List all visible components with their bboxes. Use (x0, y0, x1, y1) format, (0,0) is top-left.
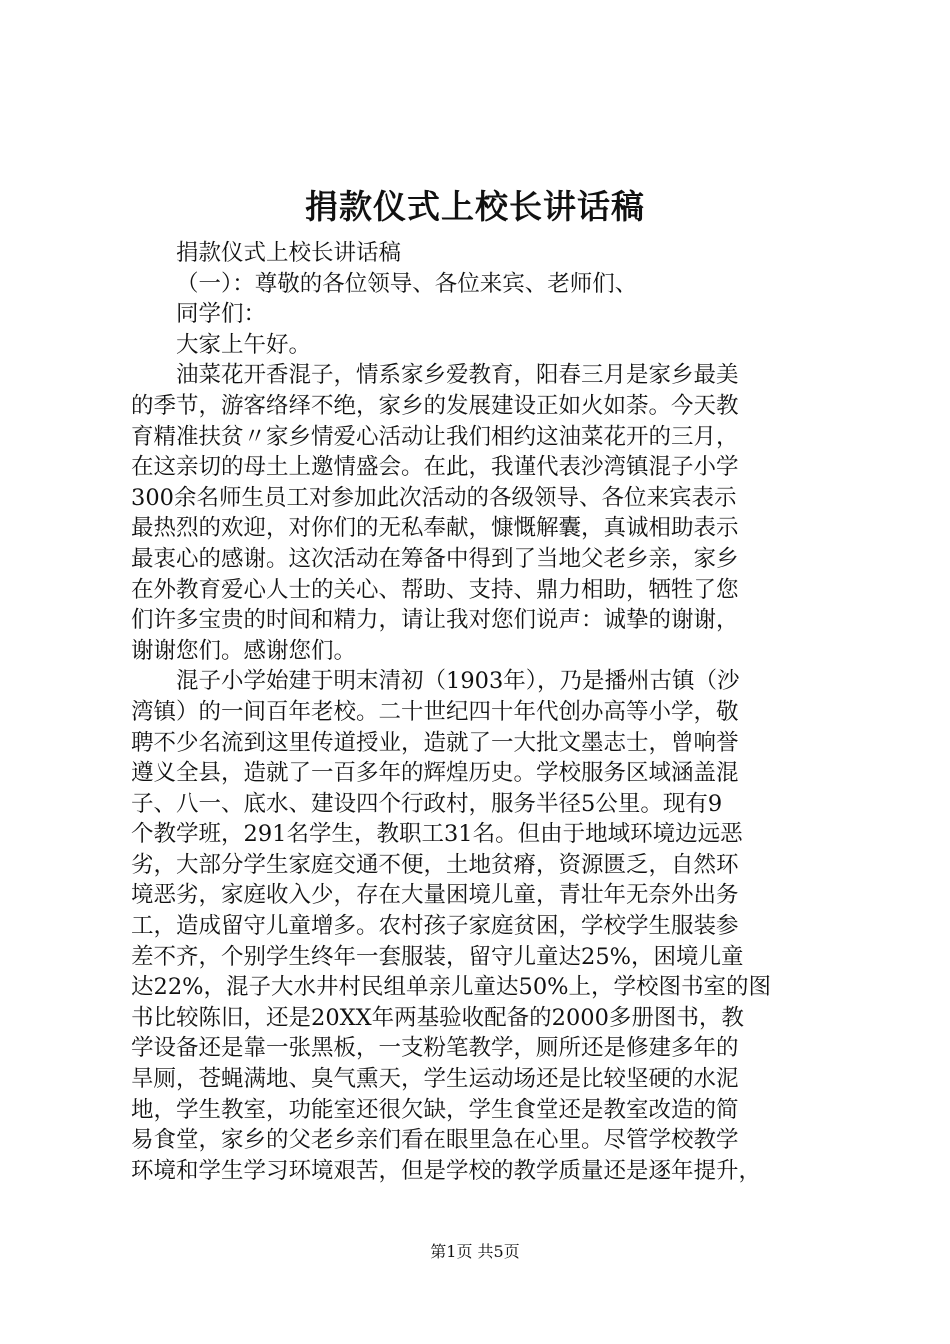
greeting-line: 大家上午好。 (176, 331, 312, 358)
paragraph-1-line: 的季节，游客络绎不绝，家乡的发展建设正如火如荼。今天教 (131, 392, 739, 419)
paragraph-2-line: 遵义全县，造就了一百多年的辉煌历史。学校服务区域涵盖混 (131, 760, 739, 787)
salutation-line-1: （一）：尊敬的各位领导、各位来宾、老师们、 (176, 270, 638, 297)
paragraph-1-line: 300余名师生员工对参加此次活动的各级领导、各位来宾表示 (131, 484, 737, 511)
paragraph-2-line: 混子小学始建于明末清初（1903年），乃是播州古镇（沙 (176, 668, 740, 695)
page-footer: 第1页 共5页 (430, 1242, 520, 1261)
paragraph-2-line: 易食堂，家乡的父老乡亲们看在眼里急在心里。尽管学校教学 (131, 1127, 739, 1154)
paragraph-1-line: 们许多宝贵的时间和精力，请让我对您们说声：诚挚的谢谢， (131, 607, 739, 634)
paragraph-1-line: 在外教育爱心人士的关心、帮助、支持、鼎力相助，牺牲了您 (131, 576, 739, 603)
paragraph-1-line: 育精准扶贫〃家乡情爱心活动让我们相约这油菜花开的三月， (131, 423, 739, 450)
paragraph-2-line: 书比较陈旧，还是20XX年两基验收配备的2000多册图书，教 (131, 1004, 744, 1031)
paragraph-2-line: 工，造成留守儿童增多。农村孩子家庭贫困，学校学生服装参 (131, 913, 739, 940)
paragraph-2-line: 学设备还是靠一张黑板，一支粉笔教学，厕所还是修建多年的 (131, 1035, 739, 1062)
paragraph-2-line: 旱厕，苍蝇满地、臭气熏天，学生运动场还是比较坚硬的水泥 (131, 1066, 739, 1093)
paragraph-2 (131, 666, 831, 1186)
document-body (131, 238, 831, 1186)
paragraph-1 (131, 360, 831, 666)
subtitle-line: 捐款仪式上校长讲话稿 (176, 240, 402, 266)
paragraph-1-line: 油菜花开香混子，情系家乡爱教育，阳春三月是家乡最美 (176, 362, 739, 389)
paragraph-1-line: 谢谢您们。感谢您们。 (131, 637, 357, 664)
paragraph-2-line: 环境和学生学习环境艰苦，但是学校的教学质量还是逐年提升， (131, 1157, 762, 1184)
paragraph-2-line: 劣，大部分学生家庭交通不便，土地贫瘠，资源匮乏，自然环 (131, 851, 739, 878)
paragraph-1-line: 最衷心的感谢。这次活动在筹备中得到了当地父老乡亲，家乡 (131, 545, 739, 572)
paragraph-2-line: 境恶劣，家庭收入少，存在大量困境儿童，青壮年无奈外出务 (131, 882, 739, 909)
paragraph-2-line: 聘不少名流到这里传道授业，造就了一大批文墨志士，曾响誉 (131, 729, 739, 756)
paragraph-2-line: 个教学班，291名学生，教职工31名。但由于地域环境边远恶 (131, 821, 743, 848)
paragraph-2-line: 达22%，混子大水井村民组单亲儿童达50%上，学校图书室的图 (131, 974, 772, 1001)
paragraph-1-line: 在这亲切的母土上邀情盛会。在此，我谨代表沙湾镇混子小学 (131, 454, 739, 481)
paragraph-2-line: 差不齐，个别学生终年一套服装，留守儿童达25%，困境儿童 (131, 943, 744, 970)
document-title: 捐款仪式上校长讲话稿 (305, 187, 645, 226)
paragraph-2-line: 地，学生教室，功能室还很欠缺，学生食堂还是教室改造的简 (131, 1096, 739, 1123)
paragraph-2-line: 子、八一、底水、建设四个行政村，服务半径5公里。现有9 (131, 790, 723, 817)
salutation-line-2: 同学们： (176, 301, 267, 328)
paragraph-1-line: 最热烈的欢迎，对你们的无私奉献，慷慨解囊，真诚相助表示 (131, 515, 739, 542)
paragraph-2-line: 湾镇）的一间百年老校。二十世纪四十年代创办高等小学，敬 (131, 698, 739, 725)
